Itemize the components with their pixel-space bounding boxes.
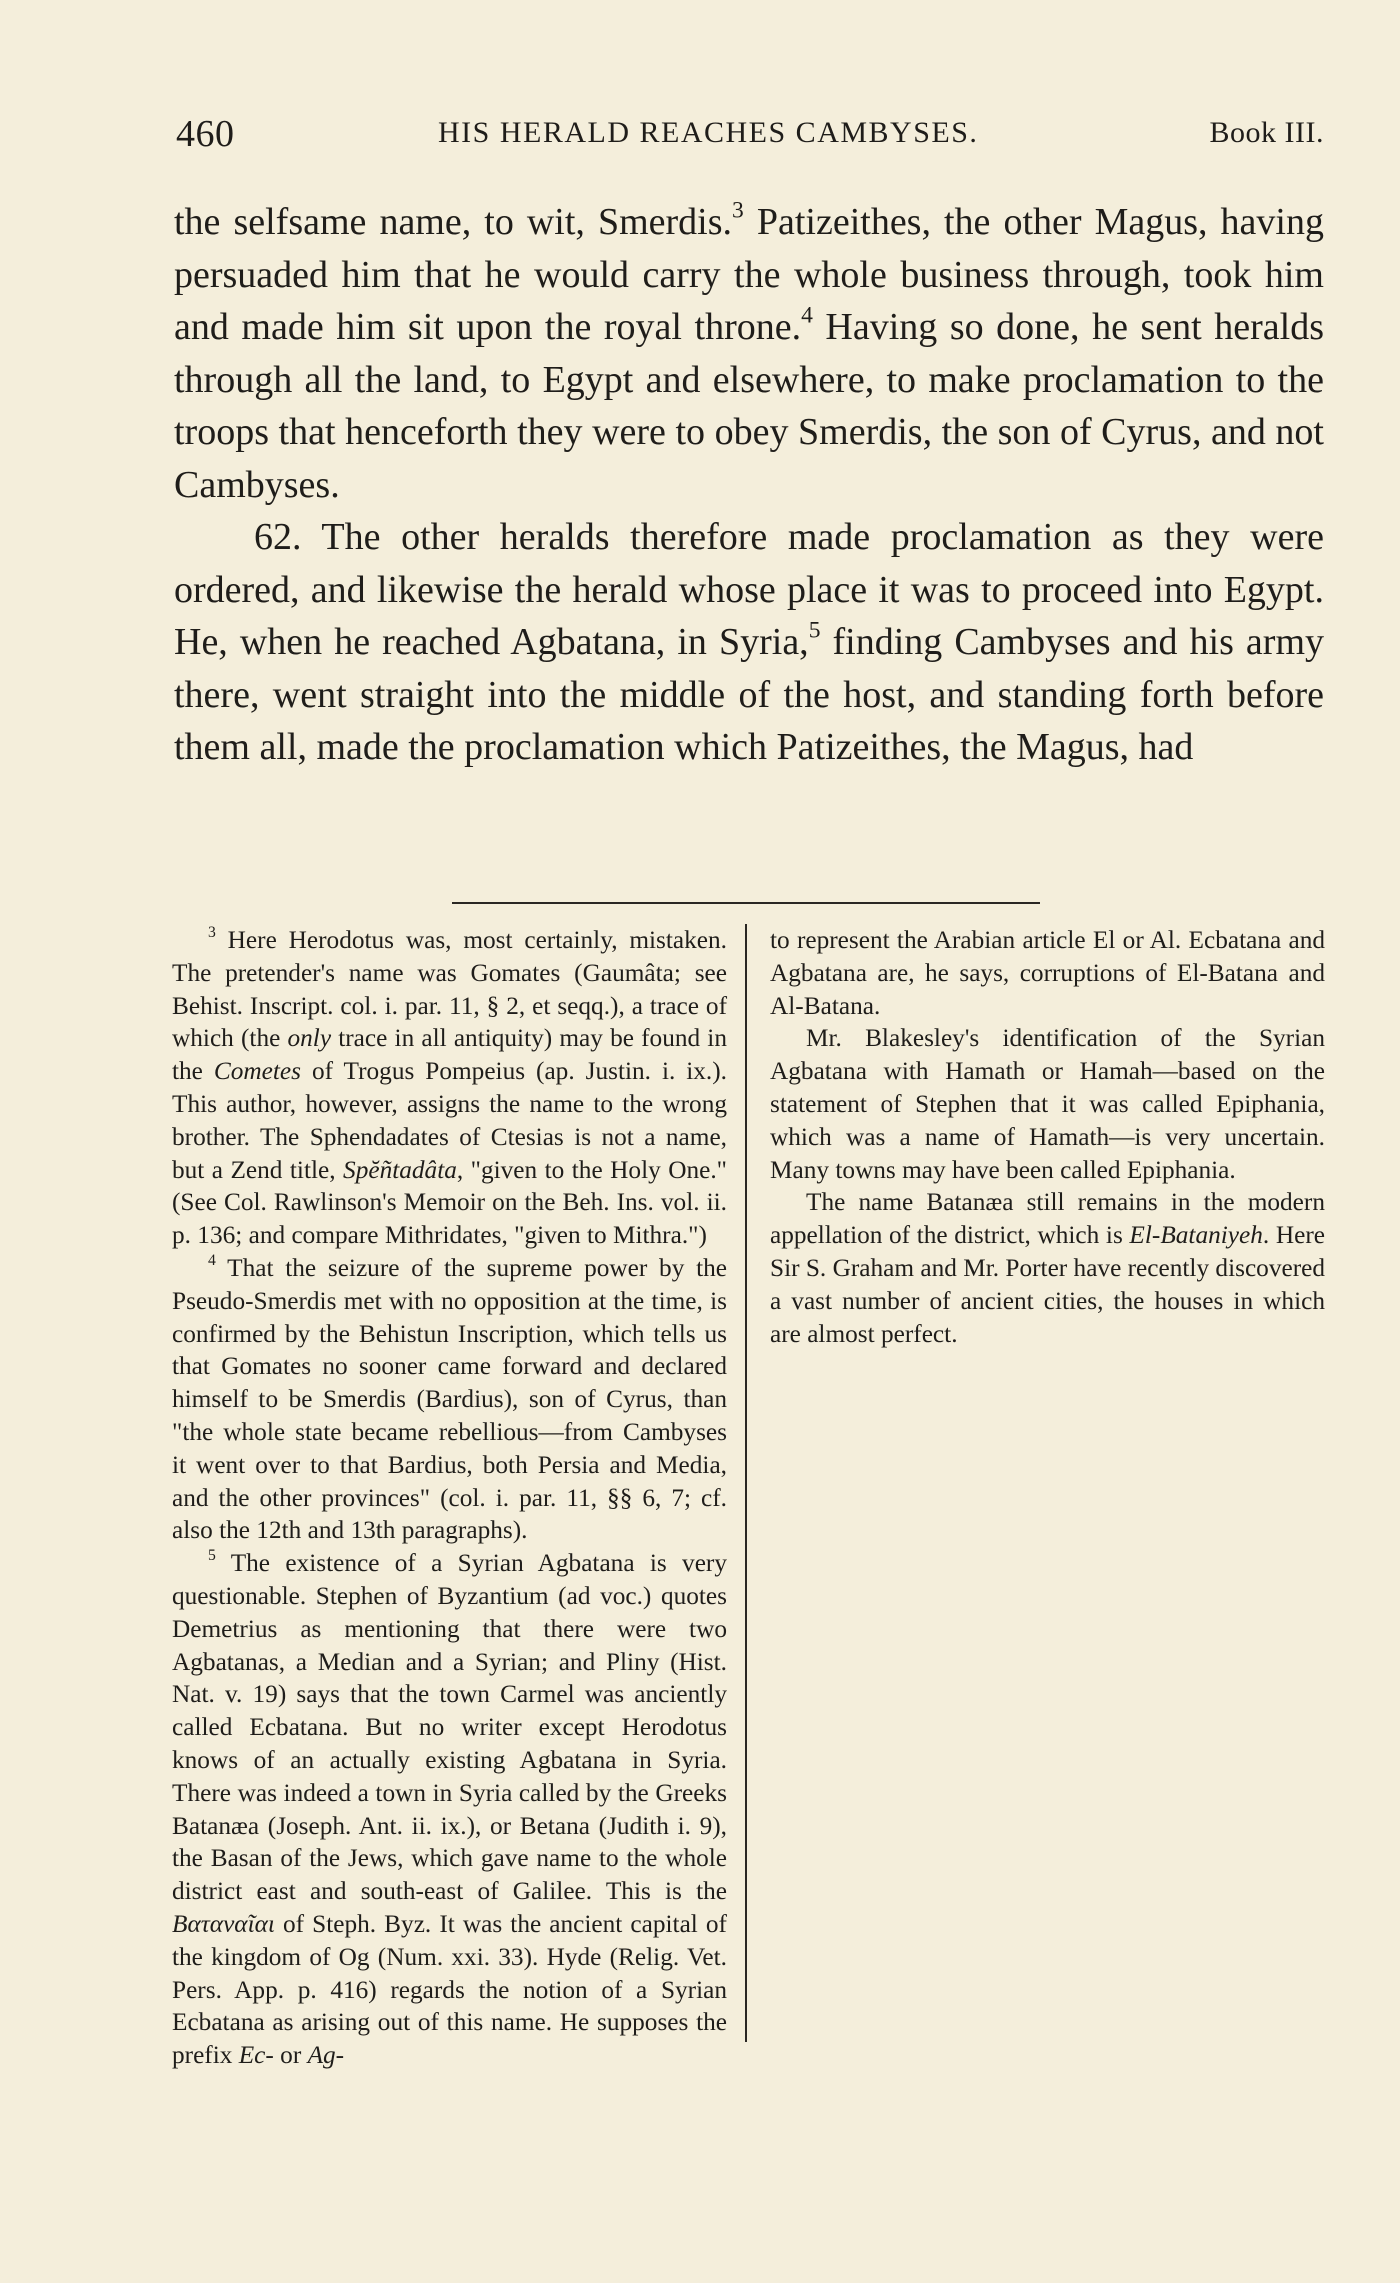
main-text bbox=[174, 196, 1324, 774]
footnote-5-continued bbox=[770, 924, 1325, 1022]
italic-run: Spĕñtadâta bbox=[343, 1155, 457, 1184]
text-run: or bbox=[273, 2041, 308, 2070]
text-run: 62. The other heralds therefore made proclamation as they were ordered, and likewise the herald whose place it was to proceed into Egypt. He, when he reached Agbatana, in Syria, bbox=[174, 516, 1324, 663]
footnote-divider bbox=[452, 902, 1040, 904]
text-run: of Steph. Byz. It was the ancient capital of the kingdom of Og (Num. xxi. 33). Hyde (Relig. Vet. Pers. App. p. 416) regards the notion of a Syrian Ecbatana as arising out of this name. He supposes the prefix bbox=[172, 1909, 727, 2070]
main-paragraph bbox=[174, 196, 1324, 511]
italic-run: Cometes bbox=[213, 1057, 301, 1086]
footnote-3 bbox=[172, 924, 727, 1252]
footnote-5-paragraph-2: Mr. Blakesley's identification of the Syrian Agbatana with Hamath or Hamah—based on the statement of Stephen that it was called Epiphania, which was a name of Hamath—is very uncertain. Many towns may have been called Epiphania. bbox=[770, 1024, 1325, 1184]
main-paragraph-62 bbox=[174, 511, 1324, 774]
footnote-marker: 5 bbox=[208, 1547, 216, 1565]
text-run: Here Herodotus was, most certainly, mistaken. The pretender's name was Gomates (Gaumâta; see Behist. Inscript. col. i. par. 11, § 2, et seqq.), a trace of which (the bbox=[172, 926, 727, 1053]
text-run: The name Batanæa still remains in the modern appellation of the district, which is bbox=[770, 1188, 1325, 1250]
text-run: , "given to the Holy One." (See Col. Rawlinson's Memoir on the Beh. Ins. vol. ii. p. 136; and compare Mithridates, "given to Mithra.") bbox=[172, 1155, 727, 1250]
italic-run: Ag- bbox=[307, 2041, 345, 2070]
page-number: 460 bbox=[176, 113, 235, 155]
text-run: . Here Sir S. Graham and Mr. Porter have recently discovered a vast number of ancient cities, the houses in which are almost perfect. bbox=[770, 1221, 1325, 1348]
greek-run: Βαταναῖαι bbox=[172, 1909, 275, 1938]
text-run: the selfsame name, to wit, Smerdis. bbox=[174, 201, 733, 243]
book-label: Book III. bbox=[1209, 116, 1324, 149]
footnotes-left-column bbox=[172, 924, 727, 2072]
text-run: trace in all antiquity) may be found in the bbox=[172, 1024, 727, 1086]
italic-run: Ec- bbox=[238, 2041, 274, 2070]
italic-run: only bbox=[287, 1024, 332, 1053]
text-run: of Trogus Pompeius (ap. Justin. i. ix.). This author, however, assigns the name to the wrong brother. The Sphendadates of Ctesias is not a name, but a Zend title, bbox=[172, 1057, 728, 1184]
running-title: HIS HERALD REACHES CAMBYSES. bbox=[438, 116, 979, 149]
footnote-marker: 4 bbox=[208, 1252, 216, 1269]
footnote-5 bbox=[172, 1547, 727, 2072]
footnote-marker: 3 bbox=[208, 924, 216, 942]
italic-run: El-Bataniyeh bbox=[1129, 1221, 1263, 1250]
running-header bbox=[176, 112, 1324, 156]
text-run: The existence of a Syrian Agbatana is very questionable. Stephen of Byzantium (ad voc.) quotes Demetrius as mentioning that there were two Agbatanas, a Median and a Syrian; and Pliny (Hist. Nat. v. 19) says that the town Carmel was anciently called Ecbatana. But no writer except Herodotus knows of an actually existing Agbatana in Syria. There was indeed a town in Syria called by the Greeks Batanæa (Joseph. Ant. ii. ix.), or Betana (Judith i. 9), the Basan of the Jews, which gave name to the whole district east and south-east of Galilee. This is the bbox=[172, 1549, 727, 1906]
footnote-ref-3: 3 bbox=[732, 197, 744, 224]
footnote-ref-4: 4 bbox=[801, 302, 813, 329]
text-run: That the seizure of the supreme power by the Pseudo-Smerdis met with no opposition at the time, is confirmed by the Behistun Inscription, which tells us that Gomates no sooner came forward and declared himself to be Smerdis (Bardius), son of Cyrus, than "the whole state became rebellious—from Cambyses it went over to that Bardius, both Persia and Media, and the other provinces" (col. i. par. 11, §§ 6, 7; cf. also the 12th and 13th paragraphs). bbox=[172, 1253, 727, 1545]
text-run: Having so done, he sent heralds through all the land, to Egypt and elsewhere, to make proclamation to the troops that henceforth they were to obey Smerdis, the son of Cyrus, and not Cambyses. bbox=[174, 306, 1324, 506]
text-run: to represent the Arabian article El or Al. Ecbatana and Agbatana are, he says, corruptions of El-Batana and Al-Batana. bbox=[770, 926, 1325, 1020]
footnote-5-paragraph-3 bbox=[770, 1186, 1325, 1350]
text-run: Patizeithes, the other Magus, having persuaded him that he would carry the whole business through, took him and made him sit upon the royal throne. bbox=[174, 201, 1324, 348]
text-run: finding Cambyses and his army there, went straight into the middle of the host, and standing forth before them all, made the proclamation which Patizeithes, the Magus, had bbox=[174, 621, 1324, 768]
footnotes-right-column bbox=[770, 924, 1325, 1350]
footnote-4 bbox=[172, 1252, 727, 1547]
footnote-ref-5: 5 bbox=[808, 617, 821, 644]
column-divider bbox=[745, 924, 747, 2042]
